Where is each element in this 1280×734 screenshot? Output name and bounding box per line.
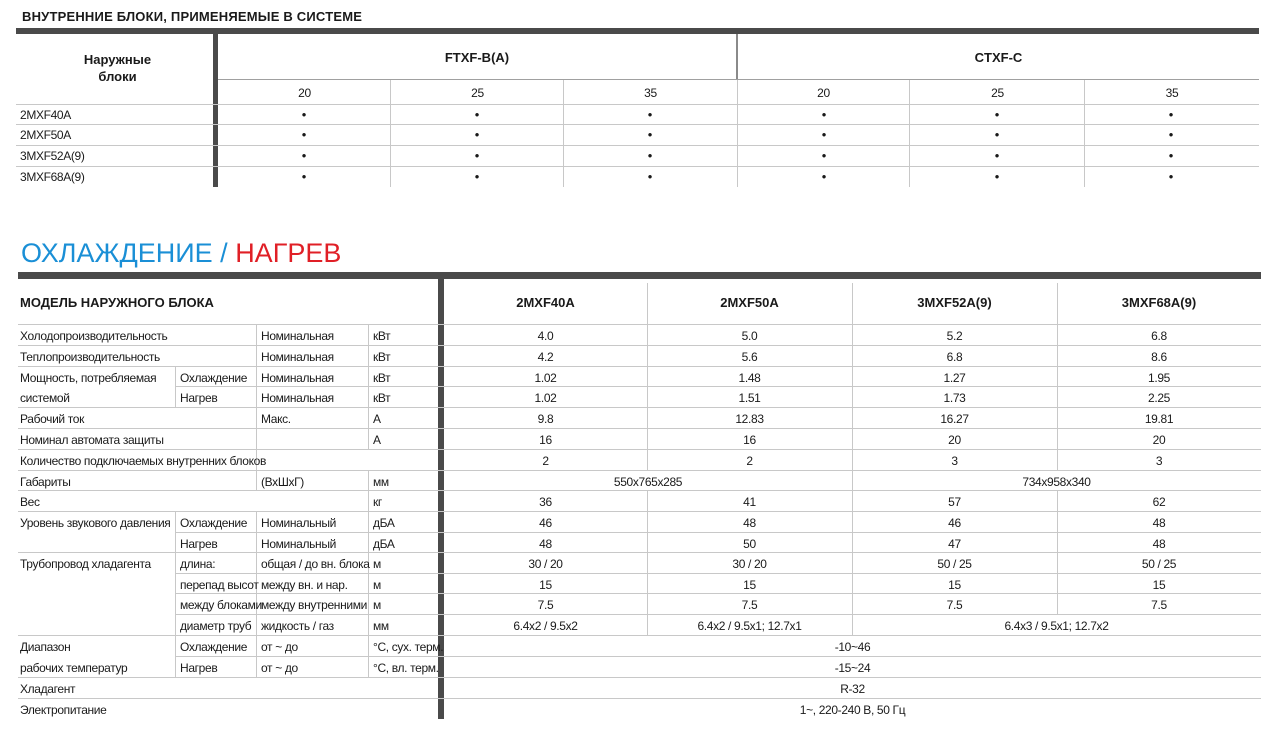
- spec-value: 734x958x340: [1022, 475, 1091, 489]
- spec-value: 7.5: [946, 598, 963, 612]
- spec-value: 4.0: [537, 329, 554, 343]
- spec-value: 19.81: [1144, 412, 1174, 426]
- compat-row-line: [16, 124, 1259, 125]
- compat-mark: •: [1168, 127, 1174, 142]
- spec-label: Диапазон: [20, 640, 71, 654]
- spec-value: 550x765x285: [613, 475, 683, 489]
- compat-row-line: [16, 166, 1259, 167]
- spec-value: -10~46: [834, 640, 871, 654]
- spec-row-line: [18, 552, 1261, 553]
- spec-value: 16: [743, 433, 756, 447]
- spec-col-line: [256, 511, 257, 552]
- compat-row-model: 3MXF68A(9): [20, 170, 85, 184]
- spec-unit: А: [373, 433, 381, 447]
- spec-row-line: [175, 656, 1261, 657]
- spec-unit: кВт: [373, 329, 391, 343]
- spec-col-line: [1057, 283, 1058, 324]
- spec-sub: диаметр труб: [180, 619, 252, 633]
- spec-col-line: [368, 470, 369, 490]
- spec-unit: кг: [373, 495, 382, 509]
- compat-mark: •: [301, 127, 307, 142]
- spec-condition: жидкость / газ: [261, 619, 334, 633]
- spec-value: 2.25: [1148, 391, 1170, 405]
- spec-sub: длина:: [180, 557, 216, 571]
- spec-value: 3: [951, 454, 958, 468]
- spec-row-line: [18, 511, 1261, 512]
- compat-mark: •: [301, 169, 307, 184]
- spec-value: 50: [743, 537, 756, 551]
- spec-label: системой: [20, 391, 70, 405]
- spec-value: 15: [743, 578, 756, 592]
- spec-value: 50 / 25: [937, 557, 972, 571]
- spec-value: 47: [948, 537, 961, 551]
- spec-unit: мм: [373, 475, 389, 489]
- compat-col-line: [390, 80, 391, 187]
- spec-label: Вес: [20, 495, 40, 509]
- spec-value: 20: [948, 433, 961, 447]
- spec-condition: от ~ до: [261, 640, 298, 654]
- group-ctxf: CTXF-C: [974, 50, 1023, 65]
- spec-value: 5.0: [741, 329, 758, 343]
- spec-value: 16.27: [940, 412, 969, 426]
- spec-value: 15: [948, 578, 961, 592]
- compat-top-rule: [16, 28, 1259, 34]
- spec-row-line: [18, 635, 1261, 636]
- spec-row-line: [18, 366, 1261, 367]
- compat-row-model: 3MXF52A(9): [20, 149, 85, 163]
- spec-sub: между блоками: [180, 598, 262, 612]
- compat-mark: •: [474, 107, 480, 122]
- spec-row-line: [18, 428, 1261, 429]
- spec-value: 7.5: [1151, 598, 1167, 612]
- compat-mark: •: [1168, 169, 1174, 184]
- spec-value: 1.48: [738, 371, 761, 385]
- compat-mark: •: [994, 169, 1000, 184]
- spec-condition: общая / до вн. блока: [261, 557, 370, 571]
- spec-condition: Номинальная: [261, 329, 334, 343]
- compat-mark: •: [301, 148, 307, 163]
- compat-mark: •: [474, 127, 480, 142]
- spec-value: 48: [1152, 516, 1166, 530]
- spec-sub: Охлаждение: [180, 371, 248, 385]
- spec-col-line: [368, 490, 369, 511]
- spec-value: -15~24: [834, 661, 871, 675]
- spec-value: 7.5: [537, 598, 554, 612]
- spec-value: 6.4x2 / 9.5x2: [513, 619, 578, 633]
- spec-condition: от ~ до: [261, 661, 298, 675]
- spec-unit: м: [373, 598, 381, 612]
- spec-value: 8.6: [1151, 350, 1167, 364]
- spec-value: 15: [539, 578, 552, 592]
- spec-row-line: [18, 470, 1261, 471]
- spec-label: Трубопровод хладагента: [20, 557, 151, 571]
- spec-unit: мм: [373, 619, 389, 633]
- heading-separator: /: [212, 238, 236, 268]
- spec-col-line: [368, 324, 369, 449]
- spec-row-line: [175, 614, 1261, 615]
- spec-col-line: [175, 511, 176, 552]
- spec-unit: °С, вл. терм.: [373, 661, 439, 675]
- compat-mark: •: [821, 127, 827, 142]
- spec-unit: кВт: [373, 350, 391, 364]
- spec-value: 48: [743, 516, 756, 530]
- spec-value: 12.83: [735, 412, 764, 426]
- spec-value: 48: [539, 537, 552, 551]
- spec-value: 15: [1152, 578, 1166, 592]
- compat-col-line: [1084, 80, 1085, 187]
- corner-label-2: блоки: [98, 69, 137, 84]
- spec-value: 62: [1152, 495, 1166, 509]
- spec-value: 4.2: [537, 350, 554, 364]
- spec-col-line: [647, 283, 648, 324]
- spec-condition: между внутренними: [261, 598, 367, 612]
- spec-value: 30 / 20: [732, 557, 767, 571]
- spec-unit: °С, сух. терм.: [373, 640, 444, 654]
- spec-condition: между вн. и нар.: [261, 578, 348, 592]
- spec-col-line: [256, 635, 257, 677]
- spec-row-line: [18, 324, 1261, 325]
- spec-condition: (ВхШхГ): [261, 475, 304, 489]
- heading-heat: НАГРЕВ: [235, 238, 342, 268]
- section-heading: [21, 238, 341, 268]
- compat-mark: •: [994, 127, 1000, 142]
- spec-label: Номинал автомата защиты: [20, 433, 164, 447]
- spec-unit: кВт: [373, 371, 391, 385]
- spec-value: 6.8: [946, 350, 963, 364]
- spec-top-rule: [18, 272, 1261, 279]
- compat-mark: •: [647, 107, 653, 122]
- spec-condition: Номинальная: [261, 350, 334, 364]
- compat-row-line: [16, 145, 1259, 146]
- spec-row-line: [18, 449, 1261, 450]
- spec-label: Электропитание: [20, 703, 107, 717]
- spec-condition: Номинальный: [261, 516, 336, 530]
- spec-label: рабочих температур: [20, 661, 128, 675]
- compat-mark: •: [1168, 107, 1174, 122]
- spec-col-line: [368, 511, 369, 552]
- compat-title: ВНУТРЕННИЕ БЛОКИ, ПРИМЕНЯЕМЫЕ В СИСТЕМЕ: [22, 9, 363, 24]
- compat-col-line: [563, 80, 564, 187]
- model-col: 2MXF50A: [720, 295, 779, 310]
- compat-col-line: [909, 80, 910, 187]
- spec-label: Количество подключаемых внутренних блоков: [20, 454, 266, 468]
- spec-col-line: [175, 635, 176, 677]
- spec-value: 20: [1152, 433, 1166, 447]
- spec-value: 1.27: [943, 371, 966, 385]
- compat-mark: •: [821, 107, 827, 122]
- spec-value: 6.4x2 / 9.5x1; 12.7x1: [697, 619, 802, 633]
- compat-mark: •: [821, 169, 827, 184]
- compat-mark: •: [1168, 148, 1174, 163]
- spec-row-line: [18, 698, 1261, 699]
- spec-unit: м: [373, 557, 381, 571]
- spec-label: Уровень звукового давления: [20, 516, 171, 530]
- spec-value: 7.5: [741, 598, 758, 612]
- spec-sub: Охлаждение: [180, 640, 248, 654]
- size-ctxf-35: 35: [1165, 86, 1179, 100]
- size-ftxf-35: 35: [644, 86, 657, 100]
- spec-sub: Нагрев: [180, 661, 218, 675]
- spec-value: 6.8: [1151, 329, 1167, 343]
- spec-label: Теплопроизводительность: [20, 350, 160, 364]
- spec-condition: Номинальный: [261, 537, 336, 551]
- size-ctxf-20: 20: [817, 86, 830, 100]
- spec-col-line: [175, 552, 176, 635]
- spec-sub: Охлаждение: [180, 516, 248, 530]
- group-ftxf: FTXF-B(A): [444, 50, 510, 65]
- compat-row-model: 2MXF40A: [20, 108, 71, 122]
- spec-sub: перепад высот: [180, 578, 259, 592]
- spec-row-line: [175, 386, 1261, 387]
- spec-value: 1.02: [534, 371, 557, 385]
- spec-value: 9.8: [537, 412, 554, 426]
- spec-col-line: [256, 552, 257, 635]
- model-header: МОДЕЛЬ НАРУЖНОГО БЛОКА: [20, 295, 214, 310]
- spec-value: 5.6: [741, 350, 758, 364]
- spec-label: Мощность, потребляемая: [20, 371, 157, 385]
- spec-col-line: [256, 324, 257, 470]
- spec-row-line: [18, 677, 1261, 678]
- spec-value: 16: [539, 433, 552, 447]
- spec-value: 1.02: [534, 391, 557, 405]
- spec-value: 2: [746, 454, 753, 468]
- spec-value: 5.2: [946, 329, 963, 343]
- spec-label: Габариты: [20, 475, 71, 489]
- size-ftxf-25: 25: [471, 86, 484, 100]
- spec-label: Холодопроизводительность: [20, 329, 168, 343]
- spec-value: 57: [948, 495, 961, 509]
- spec-value: 3: [1155, 454, 1163, 468]
- spec-condition: Номинальная: [261, 371, 334, 385]
- compat-col-line: [737, 80, 738, 187]
- spec-value: 2: [542, 454, 549, 468]
- spec-sub: Нагрев: [180, 537, 218, 551]
- spec-col-line: [368, 635, 369, 677]
- spec-row-line: [18, 407, 1261, 408]
- spec-condition: Макс.: [261, 412, 291, 426]
- spec-sub: Нагрев: [180, 391, 218, 405]
- spec-value: 48: [1152, 537, 1166, 551]
- corner-label-1: Наружные: [83, 52, 152, 67]
- spec-unit: дБА: [373, 537, 395, 551]
- spec-value: 1.95: [1148, 371, 1170, 385]
- spec-value: 30 / 20: [528, 557, 563, 571]
- model-col: 3MXF52A(9): [917, 295, 992, 310]
- spec-value: 1.73: [943, 391, 966, 405]
- compat-mark: •: [994, 148, 1000, 163]
- spec-label: Хладагент: [20, 682, 76, 696]
- size-ctxf-25: 25: [991, 86, 1004, 100]
- compat-row-model: 2MXF50A: [20, 128, 71, 142]
- compat-mark: •: [647, 148, 653, 163]
- spec-col-line: [175, 366, 176, 407]
- spec-value: 50 / 25: [1141, 557, 1177, 571]
- compat-mark: •: [821, 148, 827, 163]
- spec-unit: кВт: [373, 391, 391, 405]
- spec-unit: А: [373, 412, 381, 426]
- spec-value: 1~, 220-240 В, 50 Гц: [799, 703, 906, 717]
- spec-condition: Номинальная: [261, 391, 334, 405]
- spec-value: 41: [743, 495, 756, 509]
- spec-unit: м: [373, 578, 381, 592]
- spec-value: 36: [539, 495, 552, 509]
- spec-value: 1.51: [738, 391, 761, 405]
- model-col: 3MXF68A(9): [1121, 295, 1197, 310]
- spec-row-line: [175, 532, 1261, 533]
- compat-mark: •: [474, 148, 480, 163]
- compat-row-line: [16, 104, 1259, 105]
- spec-row-line: [175, 573, 1261, 574]
- spec-value: 46: [948, 516, 961, 530]
- spec-col-line: [852, 283, 853, 324]
- compat-mark: •: [301, 107, 307, 122]
- model-col: 2MXF40A: [516, 295, 575, 310]
- heading-cool: ОХЛАЖДЕНИЕ: [21, 238, 213, 268]
- compat-mark: •: [647, 169, 653, 184]
- spec-row-line: [18, 345, 1261, 346]
- compat-mark: •: [474, 169, 480, 184]
- spec-unit: дБА: [373, 516, 395, 530]
- compat-mark: •: [994, 107, 1000, 122]
- spec-value: 6.4x3 / 9.5x1; 12.7x2: [1004, 619, 1109, 633]
- spec-col-line: [256, 470, 257, 490]
- spec-value: 46: [539, 516, 552, 530]
- spec-row-line: [175, 593, 1261, 594]
- size-ftxf-20: 20: [298, 86, 311, 100]
- spec-value: R-32: [840, 682, 865, 696]
- spec-row-line: [18, 490, 1261, 491]
- compat-mark: •: [647, 127, 653, 142]
- compat-hl: [218, 79, 1259, 80]
- spec-label: Рабочий ток: [20, 412, 84, 426]
